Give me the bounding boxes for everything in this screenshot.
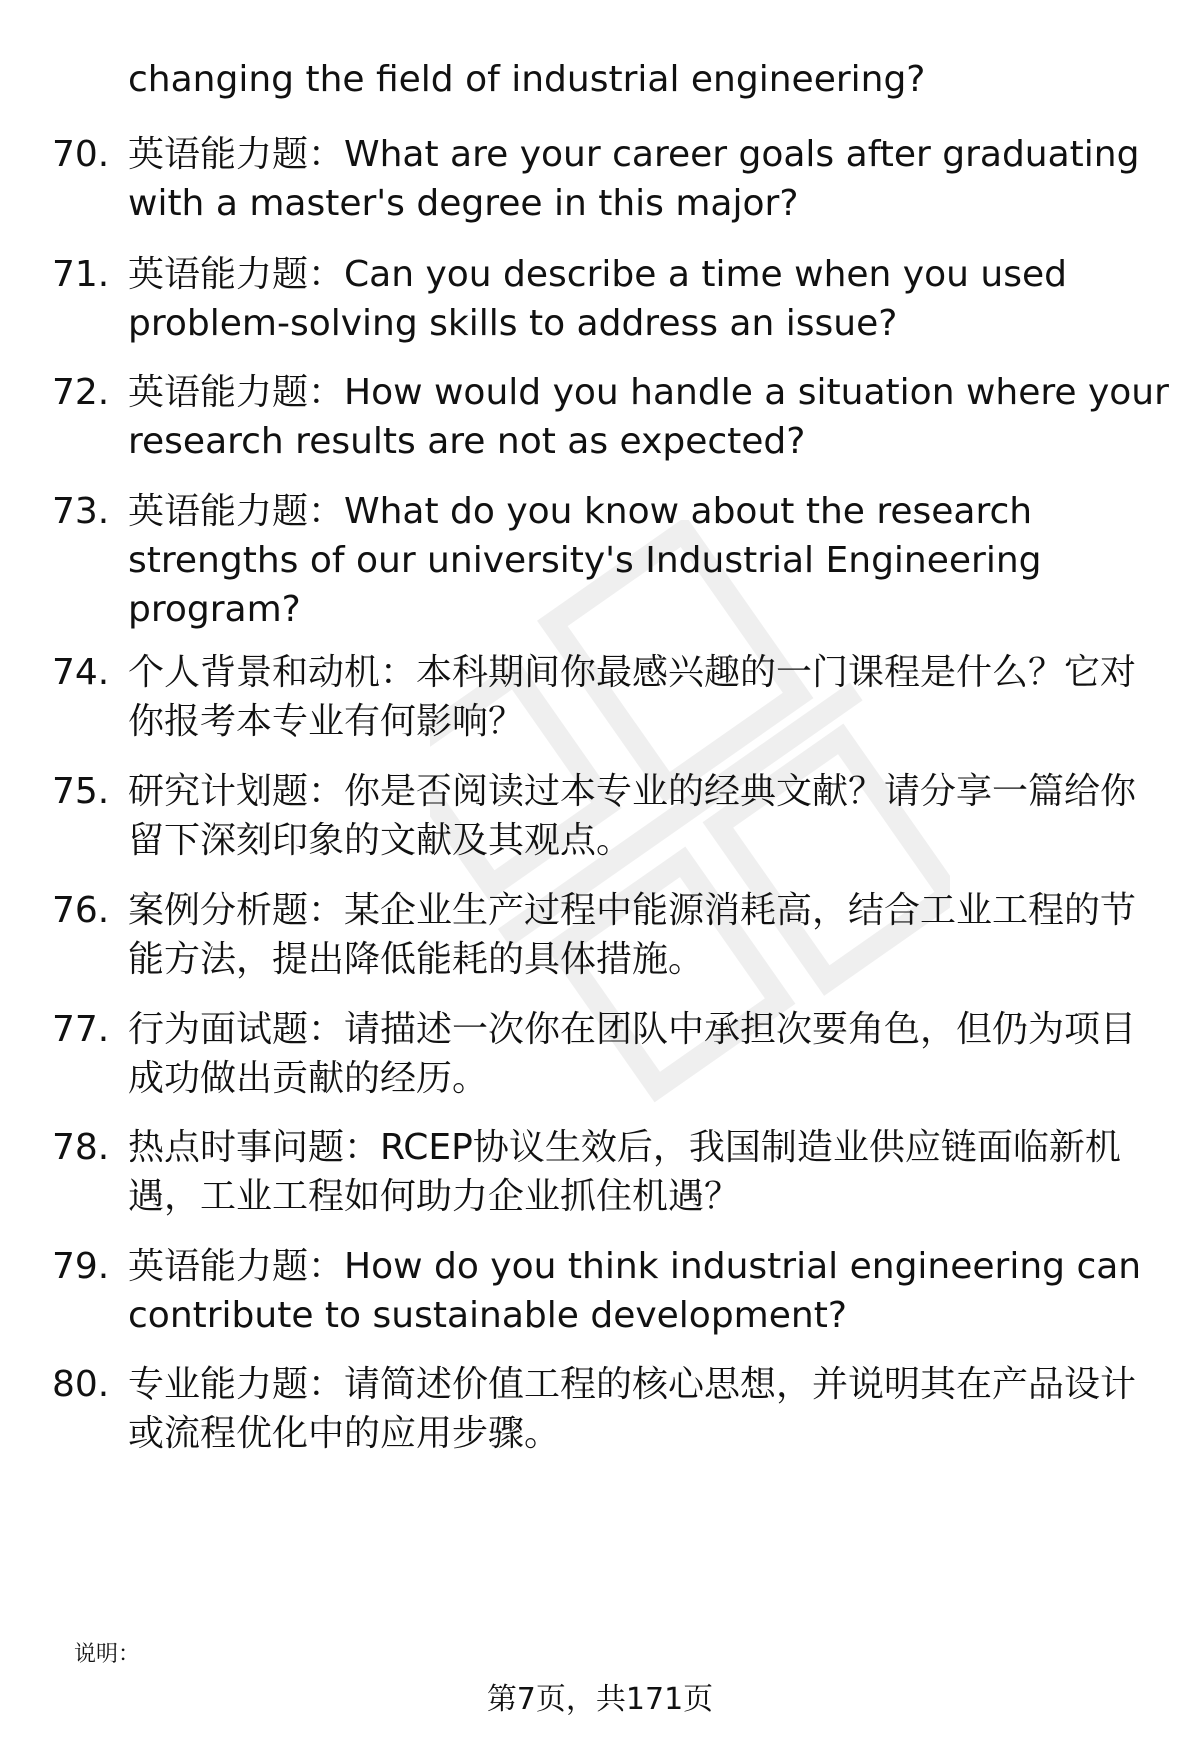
question-number: 79. [52, 1246, 110, 1287]
question-number: 74. [52, 652, 110, 693]
question-text-line: with a master's degree in this major? [128, 183, 799, 224]
question-text-line: 你报考本专业有何影响？ [128, 701, 525, 742]
question-text [128, 1242, 1148, 1340]
question-text-line: contribute to sustainable development? [128, 1295, 847, 1336]
page-indicator: 第7页，共171页 [486, 1682, 714, 1717]
question-text [128, 886, 1148, 984]
question-text [128, 648, 1148, 746]
question-text [128, 130, 1148, 228]
question-number: 73. [52, 491, 110, 532]
question-text-line: 英语能力题：What do you know about the research [128, 491, 1033, 532]
question-text-line: 遇，工业工程如何助力企业抓住机遇？ [128, 1176, 741, 1217]
question-text-line: research results are not as expected? [128, 421, 806, 462]
question-text-line: 英语能力题：Can you describe a time when you used [128, 254, 1067, 295]
question-text-line: 成功做出贡献的经历。 [128, 1058, 489, 1099]
question-text-line: 英语能力题：How do you think industrial engineering can [128, 1246, 1142, 1287]
question-text [128, 250, 1148, 348]
question-text-line: 能方法，提出降低能耗的具体措施。 [128, 939, 705, 980]
question-number: 75. [52, 771, 110, 812]
question-text-line: program? [128, 589, 301, 630]
question-number: 76. [52, 890, 110, 931]
question-number: 71. [52, 254, 110, 295]
question-text [128, 1005, 1148, 1103]
question-text-line: 专业能力题：请简述价值工程的核心思想，并说明其在产品设计 [128, 1364, 1137, 1405]
question-text [128, 767, 1148, 865]
question-number: 78. [52, 1127, 110, 1168]
question-text-line: 行为面试题：请描述一次你在团队中承担次要角色，但仍为项目 [128, 1009, 1137, 1050]
question-text-line: 研究计划题：你是否阅读过本专业的经典文献？请分享一篇给你 [128, 771, 1137, 812]
question-text-line: 热点时事问题：RCEP协议生效后，我国制造业供应链面临新机 [128, 1127, 1121, 1168]
continued-question-text: changing the field of industrial engineering? [128, 59, 926, 100]
question-text [128, 487, 1148, 634]
question-text [128, 368, 1169, 466]
question-text-line: strengths of our university's Industrial Engineering [128, 540, 1042, 581]
question-text-line: 英语能力题：How would you handle a situation where your [128, 372, 1169, 413]
question-text-line: problem-solving skills to address an issue? [128, 303, 898, 344]
question-text-line: 留下深刻印象的文献及其观点。 [128, 820, 633, 861]
question-number: 70. [52, 134, 110, 175]
footer-note-label: 说明： [74, 1642, 141, 1667]
question-text [128, 1360, 1148, 1458]
question-number: 72. [52, 372, 110, 413]
question-text-line: 或流程优化中的应用步骤。 [128, 1413, 561, 1454]
question-number: 80. [52, 1364, 110, 1405]
question-number: 77. [52, 1009, 110, 1050]
question-text [128, 1123, 1148, 1221]
question-text-line: 案例分析题：某企业生产过程中能源消耗高，结合工业工程的节 [128, 890, 1137, 931]
question-text-line: 个人背景和动机：本科期间你最感兴趣的一门课程是什么？它对 [128, 652, 1137, 693]
question-text-line: 英语能力题：What are your career goals after graduating [128, 134, 1140, 175]
